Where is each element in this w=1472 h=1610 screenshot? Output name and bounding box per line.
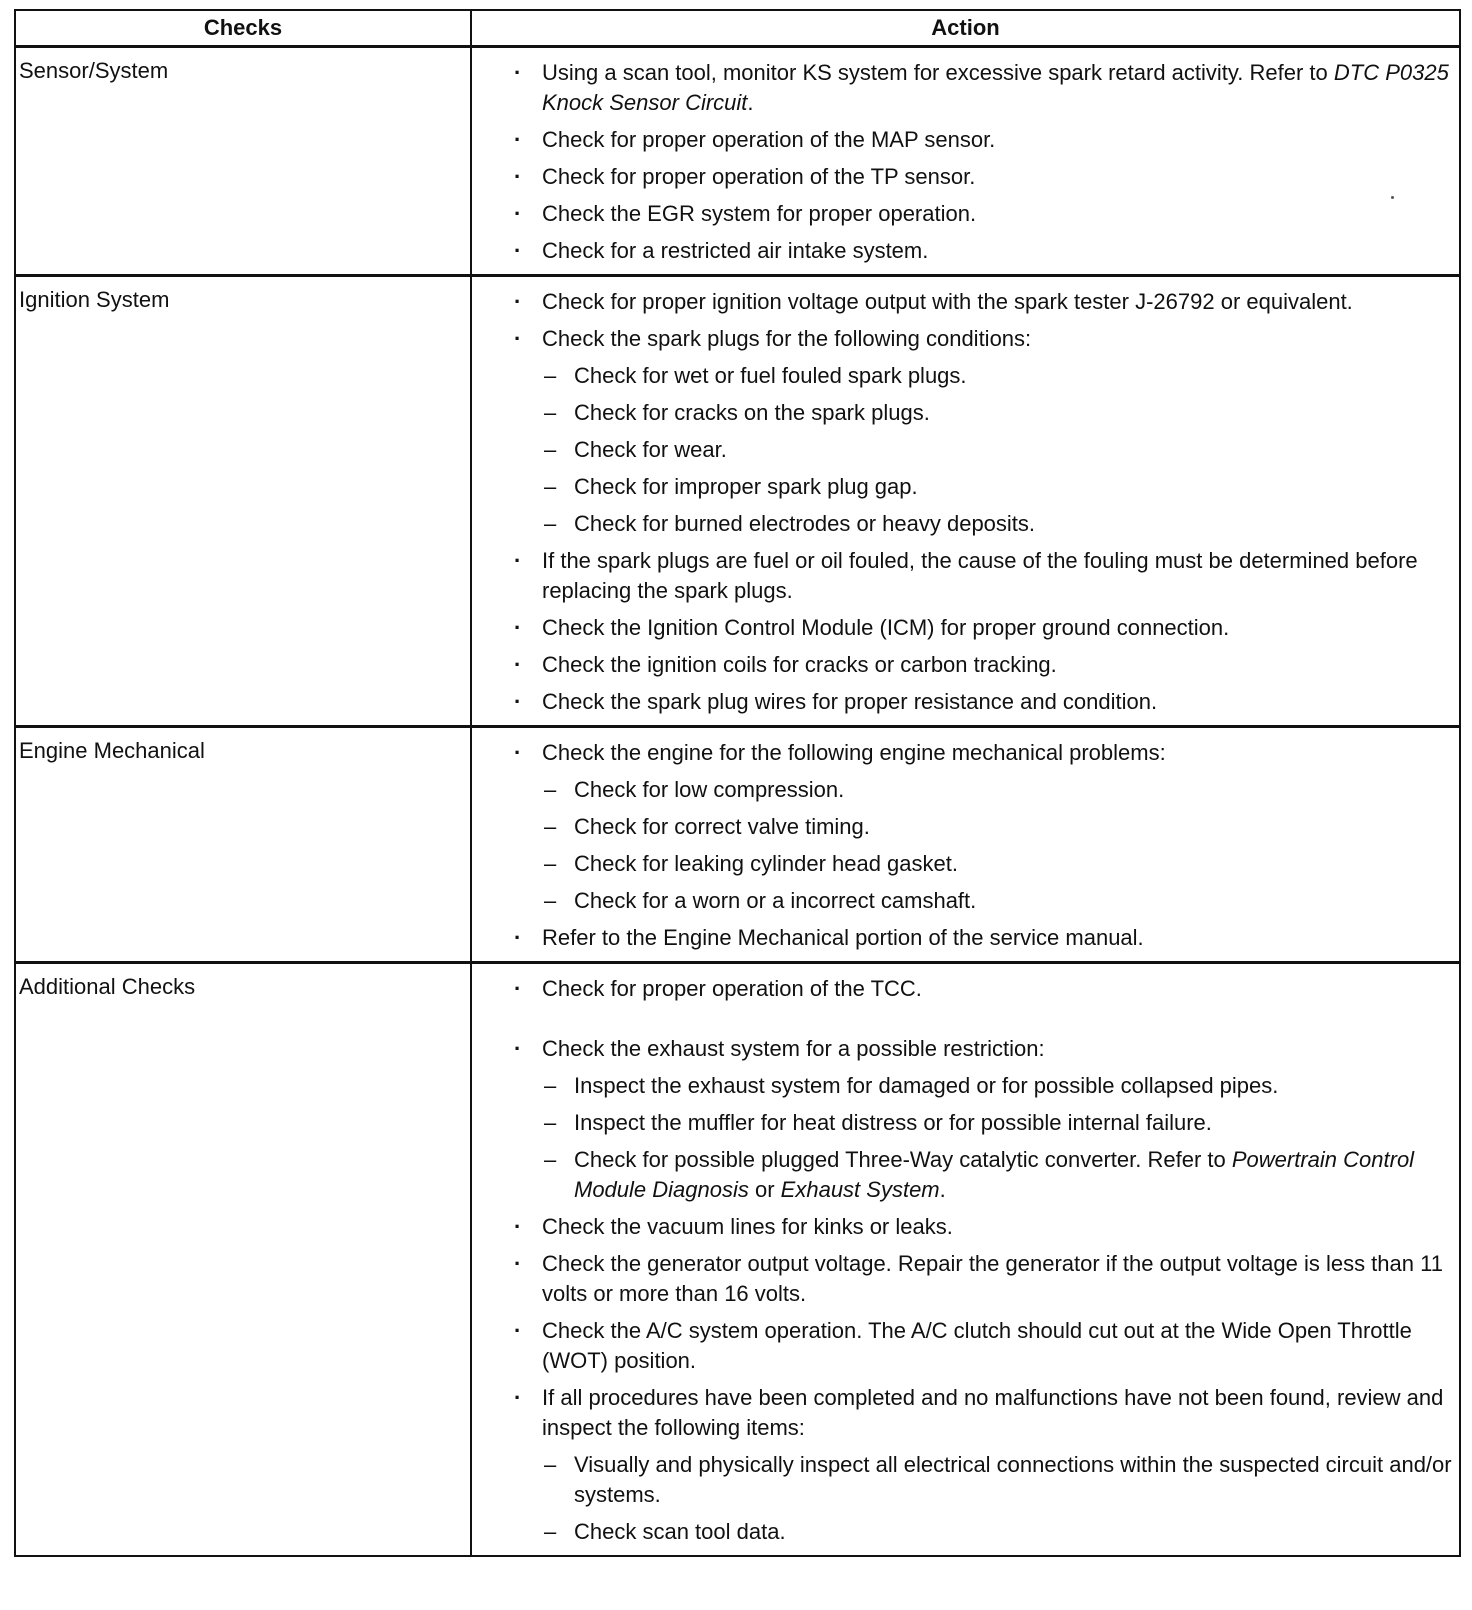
item-text: Check for improper spark plug gap. <box>574 474 918 499</box>
sub-list-item <box>510 1145 1453 1205</box>
item-text: Using a scan tool, monitor KS system for excessive spark retard activity. Refer to <box>542 60 1334 85</box>
header-checks: Checks <box>15 10 471 47</box>
dash-marker: – <box>544 814 557 839</box>
list-item <box>510 1316 1453 1376</box>
bullet-marker: · <box>514 689 522 714</box>
item-text: Check for proper operation of the TCC. <box>542 976 922 1001</box>
bullet-marker: · <box>514 548 522 573</box>
item-text: Check for a restricted air intake system. <box>542 238 929 263</box>
dash-marker: – <box>544 1519 557 1544</box>
item-text: If the spark plugs are fuel or oil fouled, the cause of the fouling must be determined before replacing the spark plugs. <box>542 548 1418 603</box>
dash-marker: – <box>544 511 557 536</box>
dash-marker: – <box>544 777 557 802</box>
item-text: Check for wear. <box>574 437 727 462</box>
item-text: Inspect the exhaust system for damaged or for possible collapsed pipes. <box>574 1073 1279 1098</box>
item-text: Check the vacuum lines for kinks or leaks. <box>542 1214 953 1239</box>
item-text: Check the generator output voltage. Repair the generator if the output voltage is less than 11 volts or more than 16 volts. <box>542 1251 1443 1306</box>
list-item <box>510 923 1453 953</box>
item-text: Check for proper operation of the MAP sensor. <box>542 127 996 152</box>
dash-marker: – <box>544 1452 557 1477</box>
dash-marker: – <box>544 437 557 462</box>
bullet-marker: · <box>514 127 522 152</box>
speck-mark <box>1391 196 1394 199</box>
list-item <box>510 236 1453 266</box>
item-text: . <box>747 90 754 115</box>
bullet-marker: · <box>514 652 522 677</box>
list-item <box>510 199 1453 229</box>
dash-marker: – <box>544 851 557 876</box>
item-text: Check the A/C system operation. The A/C clutch should cut out at the Wide Open Throttle (WOT) position. <box>542 1318 1412 1373</box>
item-text: Check the ignition coils for cracks or carbon tracking. <box>542 652 1057 677</box>
sub-list-item <box>510 849 1453 879</box>
list-item <box>510 58 1453 118</box>
list-item <box>510 162 1453 192</box>
dash-marker: – <box>544 363 557 388</box>
item-text: Inspect the muffler for heat distress or for possible internal failure. <box>574 1110 1212 1135</box>
list-item <box>510 287 1453 317</box>
bullet-marker: · <box>514 1251 522 1276</box>
sub-list-item <box>510 1108 1453 1138</box>
table-row <box>15 727 1460 963</box>
list-item <box>510 1249 1453 1309</box>
list-item <box>510 650 1453 680</box>
item-text: Check for correct valve timing. <box>574 814 870 839</box>
check-cell: Sensor/System <box>15 47 471 276</box>
item-text: Check the Ignition Control Module (ICM) for proper ground connection. <box>542 615 1230 640</box>
list-item <box>510 738 1453 768</box>
action-cell <box>471 276 1460 727</box>
item-text: Check the exhaust system for a possible restriction: <box>542 1036 1045 1061</box>
item-text: . <box>939 1177 946 1202</box>
bullet-marker: · <box>514 201 522 226</box>
table-row <box>15 963 1460 1557</box>
list-item <box>510 1212 1453 1242</box>
check-cell: Ignition System <box>15 276 471 727</box>
action-cell <box>471 47 1460 276</box>
sub-list-item <box>510 1071 1453 1101</box>
bullet-marker: · <box>514 976 522 1001</box>
sub-list-item <box>510 472 1453 502</box>
header-action: Action <box>471 10 1460 47</box>
item-text: Refer to the Engine Mechanical portion of the service manual. <box>542 925 1144 950</box>
sub-list-item <box>510 398 1453 428</box>
item-text: Check for proper ignition voltage output with the spark tester J-26792 or equivalent. <box>542 289 1353 314</box>
check-cell: Additional Checks <box>15 963 471 1557</box>
item-text: Check for a worn or a incorrect camshaft. <box>574 888 977 913</box>
sub-list-item <box>510 435 1453 465</box>
item-text: Check for wet or fuel fouled spark plugs. <box>574 363 967 388</box>
item-text: If all procedures have been completed and no malfunctions have not been found, review and inspect the following items: <box>542 1385 1444 1440</box>
sub-list-item <box>510 775 1453 805</box>
bullet-marker: · <box>514 615 522 640</box>
list-item <box>510 125 1453 155</box>
table-body <box>15 47 1460 1557</box>
item-text: Check the spark plug wires for proper resistance and condition. <box>542 689 1158 714</box>
item-text: Check scan tool data. <box>574 1519 786 1544</box>
item-text: Check for leaking cylinder head gasket. <box>574 851 958 876</box>
list-item <box>510 546 1453 606</box>
bullet-marker: · <box>514 1318 522 1343</box>
bullet-marker: · <box>514 60 522 85</box>
action-cell <box>471 727 1460 963</box>
item-text: Check the engine for the following engine mechanical problems: <box>542 740 1166 765</box>
check-cell: Engine Mechanical <box>15 727 471 963</box>
reference-text: Exhaust System <box>780 1177 940 1202</box>
dash-marker: – <box>544 400 557 425</box>
item-text: Check for low compression. <box>574 777 845 802</box>
diagnostic-table <box>14 9 1461 1557</box>
bullet-marker: · <box>514 925 522 950</box>
list-item <box>510 1383 1453 1443</box>
bullet-marker: · <box>514 1036 522 1061</box>
item-text: Check for proper operation of the TP sensor. <box>542 164 976 189</box>
dash-marker: – <box>544 474 557 499</box>
list-item <box>510 613 1453 643</box>
list-item <box>510 1034 1453 1064</box>
sub-list-item <box>510 1517 1453 1547</box>
bullet-marker: · <box>514 238 522 263</box>
sub-list-item <box>510 812 1453 842</box>
table-row <box>15 276 1460 727</box>
bullet-marker: · <box>514 1214 522 1239</box>
sub-list-item <box>510 509 1453 539</box>
list-item <box>510 974 1453 1004</box>
bullet-marker: · <box>514 740 522 765</box>
item-text: Visually and physically inspect all electrical connections within the suspected circuit and/or systems. <box>574 1452 1452 1507</box>
item-text: Check for burned electrodes or heavy deposits. <box>574 511 1036 536</box>
sub-list-item <box>510 361 1453 391</box>
item-text: Check the EGR system for proper operation. <box>542 201 977 226</box>
sub-list-item <box>510 886 1453 916</box>
bullet-marker: · <box>514 1385 522 1410</box>
dash-marker: – <box>544 1073 557 1098</box>
bullet-marker: · <box>514 164 522 189</box>
dash-marker: – <box>544 888 557 913</box>
item-text: or <box>748 1177 781 1202</box>
table-header-row <box>15 10 1460 47</box>
bullet-marker: · <box>514 289 522 314</box>
table-row <box>15 47 1460 276</box>
list-item <box>510 324 1453 354</box>
list-item <box>510 687 1453 717</box>
sub-list-item <box>510 1450 1453 1510</box>
action-cell <box>471 963 1460 1557</box>
reference-text: Powertrain Control Module Diagnosis <box>574 1147 1415 1202</box>
reference-text: DTC P0325 Knock Sensor Circuit <box>542 60 1449 115</box>
item-text: Check for cracks on the spark plugs. <box>574 400 930 425</box>
dash-marker: – <box>544 1147 557 1172</box>
dash-marker: – <box>544 1110 557 1135</box>
item-text: Check for possible plugged Three-Way catalytic converter. Refer to <box>574 1147 1232 1172</box>
item-text: Check the spark plugs for the following conditions: <box>542 326 1032 351</box>
bullet-marker: · <box>514 326 522 351</box>
